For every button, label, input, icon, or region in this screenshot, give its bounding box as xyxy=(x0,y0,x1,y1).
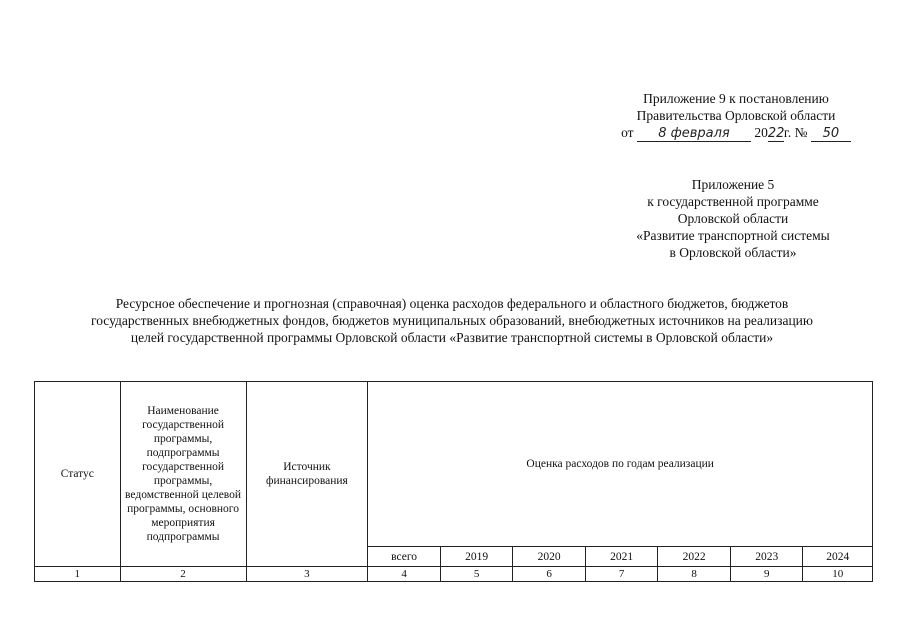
column-number: 10 xyxy=(803,567,873,582)
year-suffix: г. № xyxy=(783,125,808,140)
approval-block-appendix xyxy=(600,176,866,261)
approval-line: в Орловской области» xyxy=(669,245,797,260)
title-line: целей государственной программы Орловской области «Развитие транспортной системы в Орловской области» xyxy=(130,330,774,345)
handwritten-year: 22 xyxy=(767,126,785,141)
column-number: 2 xyxy=(120,567,246,582)
header-expense-estimate: Оценка расходов по годам реализации xyxy=(368,382,873,547)
table-column-numbers-row xyxy=(35,567,873,582)
year-prefix: 20 xyxy=(754,125,768,140)
column-number: 4 xyxy=(368,567,441,582)
column-number: 3 xyxy=(246,567,368,582)
approval-date-line xyxy=(604,124,868,142)
approval-line: «Развитие транспортной системы xyxy=(636,228,830,243)
table-header-row xyxy=(35,382,873,547)
header-status: Статус xyxy=(35,382,121,567)
document-title xyxy=(36,295,868,346)
approval-line: Правительства Орловской области xyxy=(636,108,836,123)
year-header: 2023 xyxy=(730,547,803,567)
column-number: 1 xyxy=(35,567,121,582)
handwritten-date: 8 февраля xyxy=(637,127,751,142)
year-header: 2019 xyxy=(440,547,513,567)
approval-line: к государственной программе xyxy=(647,194,819,209)
column-number: 8 xyxy=(658,567,731,582)
handwritten-number: 50 xyxy=(811,127,851,142)
date-prefix: от xyxy=(621,125,634,140)
column-number: 7 xyxy=(585,567,658,582)
year-header: 2024 xyxy=(803,547,873,567)
resource-table xyxy=(34,381,873,582)
approval-block-resolution xyxy=(604,90,868,142)
column-number: 9 xyxy=(730,567,803,582)
column-number: 5 xyxy=(440,567,513,582)
year-header: 2022 xyxy=(658,547,731,567)
approval-line: Орловской области xyxy=(677,211,789,226)
header-program-name: Наименование государственной программы, подпрограммы государственной программы, ведомственной целевой программы, основного мероприятия подпрограммы xyxy=(120,382,246,567)
column-number: 6 xyxy=(513,567,586,582)
year-header: всего xyxy=(368,547,441,567)
title-line: государственных внебюджетных фондов, бюджетов муниципальных образований, внебюджетных источников на реализацию xyxy=(91,313,813,328)
year-header: 2021 xyxy=(585,547,658,567)
approval-line: Приложение 9 к постановлению xyxy=(643,91,829,106)
header-funding-source: Источник финансирования xyxy=(246,382,368,567)
title-line: Ресурсное обеспечение и прогнозная (справочная) оценка расходов федерального и областного бюджетов, бюджетов xyxy=(115,296,789,311)
year-header: 2020 xyxy=(513,547,586,567)
approval-line: Приложение 5 xyxy=(691,177,775,192)
